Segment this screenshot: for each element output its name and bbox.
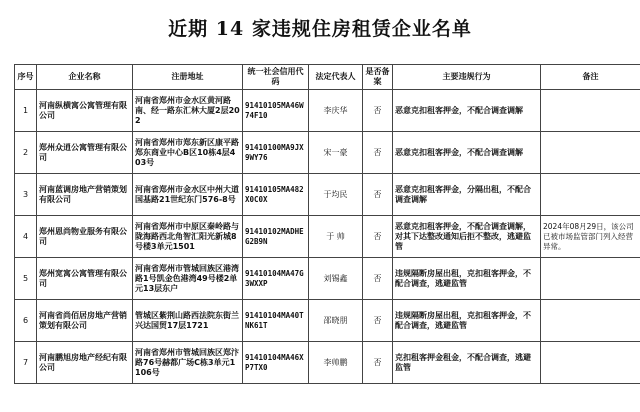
table-row: [15, 216, 640, 258]
note: [541, 132, 640, 174]
filed-status: 否: [363, 300, 393, 342]
company-name: 郑州恩尚物业服务有限公司: [37, 216, 133, 258]
company-name: 河南省尚佰居房地产营销策划有限公司: [37, 300, 133, 342]
credit-code: 91410105MA46W74F10: [243, 90, 309, 132]
row-no: 7: [15, 342, 37, 384]
header-filed: 是否备案: [363, 65, 393, 90]
row-no: 6: [15, 300, 37, 342]
table-row: [15, 300, 640, 342]
credit-code: 91410100MA9JX9WY76: [243, 132, 309, 174]
legal-rep: 于 帅: [309, 216, 363, 258]
filed-status: 否: [363, 258, 393, 300]
violation-table: [14, 64, 640, 384]
row-no: 4: [15, 216, 37, 258]
table-row: [15, 258, 640, 300]
header-no: 序号: [15, 65, 37, 90]
header-legal-rep: 法定代表人: [309, 65, 363, 90]
company-address: 河南省郑州市中原区秦岭路与陇海路西北角智汇阳光新城8号楼3单元1501: [133, 216, 243, 258]
company-name: 河南蓝调房地产营销策划有限公司: [37, 174, 133, 216]
header-note: 备注: [541, 65, 640, 90]
row-no: 5: [15, 258, 37, 300]
company-name: 河南鹏旭房地产经纪有限公司: [37, 342, 133, 384]
legal-rep: 李帅鹏: [309, 342, 363, 384]
company-address: 河南省郑州市郑东新区康平路郑东商业中心B区10栋4层403号: [133, 132, 243, 174]
table-row: [15, 90, 640, 132]
note: [541, 258, 640, 300]
row-no: 3: [15, 174, 37, 216]
legal-rep: 宋一豪: [309, 132, 363, 174]
filed-status: 否: [363, 216, 393, 258]
violation: 违规隔断房屋出租，克扣租客押金，不配合调查，逃避监管: [393, 258, 541, 300]
violation: 克扣租客押金租金，不配合调查，逃避监管: [393, 342, 541, 384]
page-title: 近期 14 家违规住房租赁企业名单: [168, 18, 472, 40]
company-name: 河南纵横寓公寓管理有限公司: [37, 90, 133, 132]
header-violation: 主要违规行为: [393, 65, 541, 90]
note: [541, 300, 640, 342]
legal-rep: 于均民: [309, 174, 363, 216]
company-address: 河南省郑州市金水区中州大道国基路21世纪东门576-8号: [133, 174, 243, 216]
violation: 恶意克扣租客押金，不配合调查调解: [393, 132, 541, 174]
table-header-row: [15, 65, 640, 90]
row-no: 2: [15, 132, 37, 174]
table-row: [15, 174, 640, 216]
legal-rep: 李庆华: [309, 90, 363, 132]
company-name: 郑州众逍公寓管理有限公司: [37, 132, 133, 174]
note: [541, 174, 640, 216]
filed-status: 否: [363, 174, 393, 216]
credit-code: 91410104MA40TNK61T: [243, 300, 309, 342]
table-row: [15, 342, 640, 384]
credit-code: 91410104MA46XP7TX0: [243, 342, 309, 384]
company-name: 郑州宽寓公寓管理有限公司: [37, 258, 133, 300]
violation: 恶意克扣租客押金，分隔出租，不配合调查调解: [393, 174, 541, 216]
note: [541, 342, 640, 384]
violation: 违规隔断房屋出租，克扣租客押金，不配合调查，逃避监管: [393, 300, 541, 342]
legal-rep: 邵晓朋: [309, 300, 363, 342]
filed-status: 否: [363, 90, 393, 132]
filed-status: 否: [363, 342, 393, 384]
row-no: 1: [15, 90, 37, 132]
violation: 恶意克扣租客押金，不配合调查调解，对其下达整改通知后拒不整改，逃避监管: [393, 216, 541, 258]
header-name: 企业名称: [37, 65, 133, 90]
header-address: 注册地址: [133, 65, 243, 90]
company-address: 河南省郑州市管城回族区港湾路1号凯金色港湾49号楼2单元13层东户: [133, 258, 243, 300]
legal-rep: 刘锡鑫: [309, 258, 363, 300]
filed-status: 否: [363, 132, 393, 174]
credit-code: 91410104MA47G3WXXP: [243, 258, 309, 300]
company-address: 河南省郑州市管城回族区郑汴路76号赫都广场C栋3单元1106号: [133, 342, 243, 384]
table-row: [15, 132, 640, 174]
header-credit-code: 统一社会信用代码: [243, 65, 309, 90]
credit-code: 91410102MADHEG2B9N: [243, 216, 309, 258]
company-address: 管城区紫荆山路西法院东街兰兴达国贸17层1721: [133, 300, 243, 342]
credit-code: 91410105MA482X0C0X: [243, 174, 309, 216]
note: [541, 90, 640, 132]
violation: 恶意克扣租客押金，不配合调查调解: [393, 90, 541, 132]
note: 2024年08月29日，该公司已被市场监管部门列入经营异常。: [541, 216, 640, 258]
company-address: 河南省郑州市金水区黄河路南、经一路东汇林大厦2层202: [133, 90, 243, 132]
